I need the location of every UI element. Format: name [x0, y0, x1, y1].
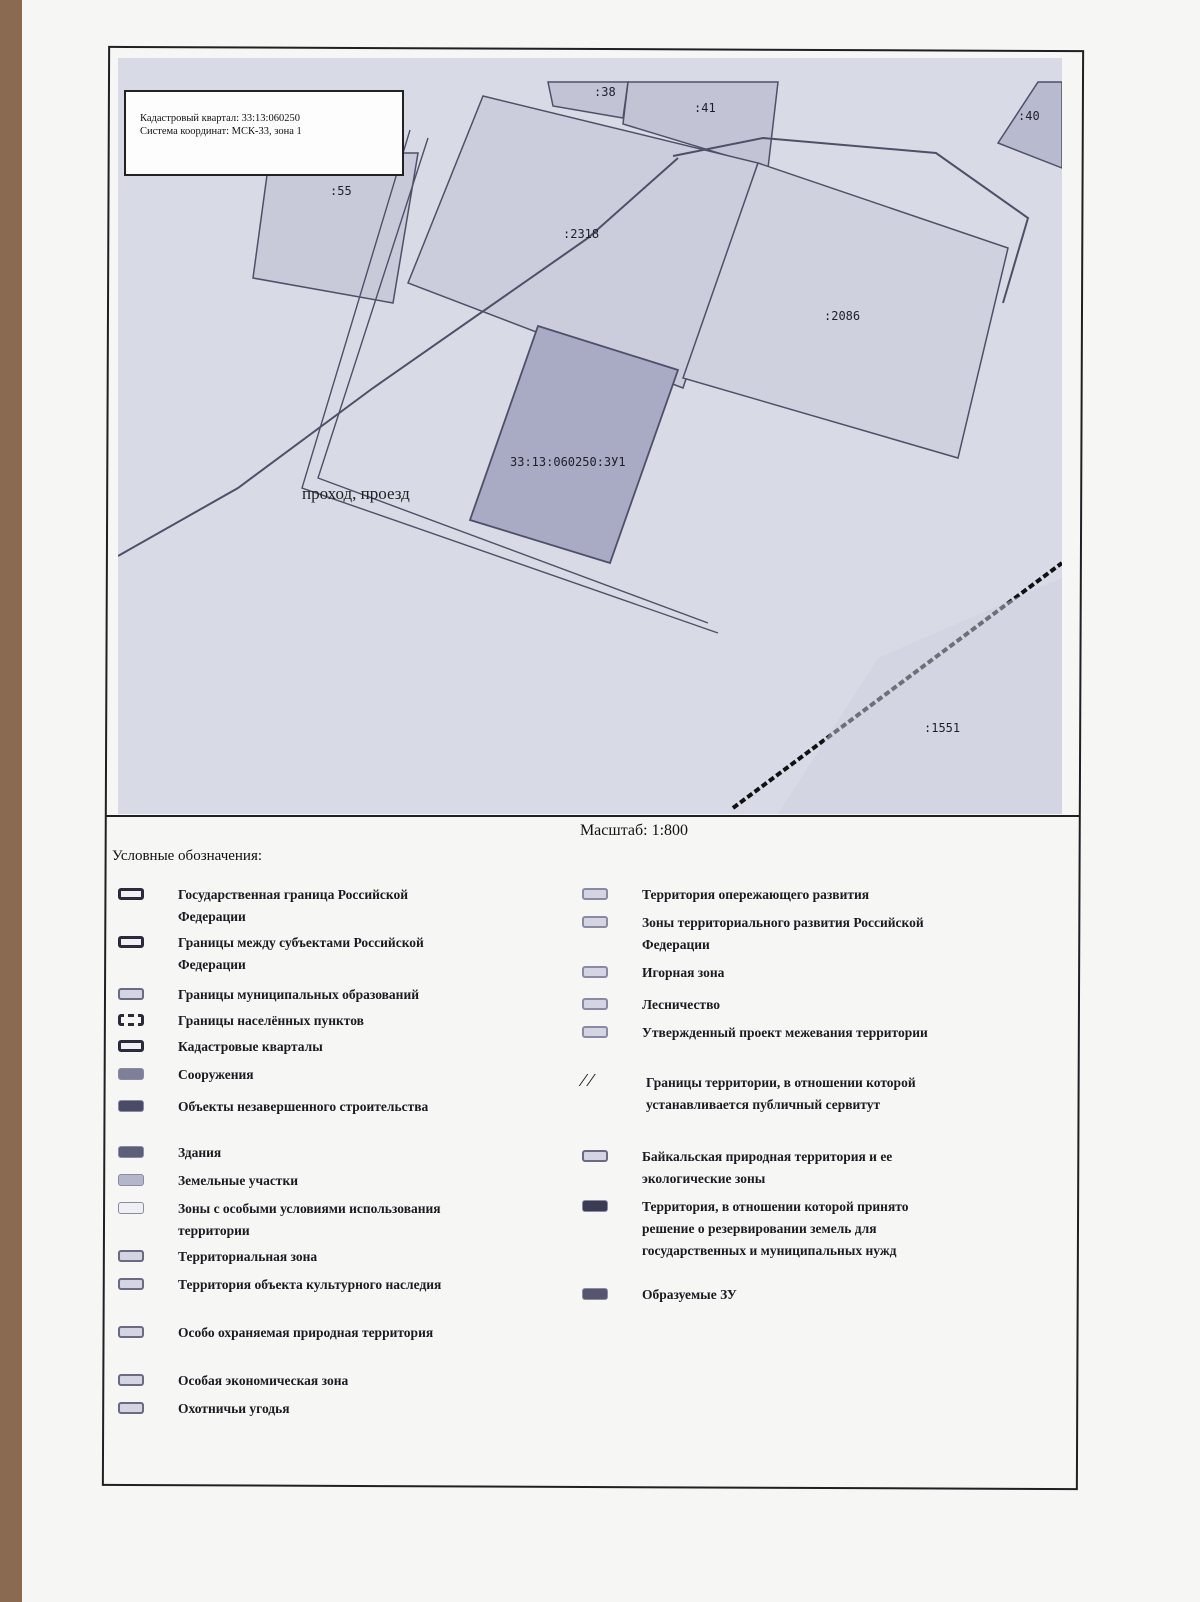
legend-label: Земельные участки — [178, 1173, 298, 1188]
legend-label: Лесничество — [642, 997, 721, 1012]
legend-item — [118, 1398, 478, 1420]
legend-item — [582, 1196, 942, 1262]
legend-item — [118, 1170, 478, 1192]
legend-item — [118, 1274, 478, 1296]
legend-item — [118, 1322, 478, 1344]
legend-swatch-icon — [118, 1202, 144, 1214]
label-parcel-38: :38 — [594, 85, 616, 99]
legend-swatch-icon — [118, 888, 144, 900]
legend-swatch-icon — [118, 1278, 144, 1290]
legend-label: Границы территории, в отношении которой устанавливается публичный сервитут — [646, 1075, 916, 1112]
legend-item — [118, 1142, 478, 1164]
legend-title: Условные обозначения: — [112, 848, 263, 864]
legend-label: Утвержденный проект межевания территории — [642, 1025, 928, 1040]
label-parcel-41: :41 — [694, 101, 716, 115]
legend-label: Территория, в отношении которой принято решение о резервировании земель для государственных и муниципальных нужд — [642, 1199, 909, 1258]
parcel-1551[interactable] — [778, 578, 1062, 814]
legend-label: Образуемые ЗУ — [642, 1287, 737, 1302]
legend-label: Территория опережающего развития — [642, 887, 870, 902]
legend-label: Игорная зона — [642, 965, 725, 980]
legend-label: Территориальная зона — [178, 1249, 318, 1264]
legend-item — [582, 962, 942, 984]
legend-label: Зоны с особыми условиями использования территории — [178, 1201, 441, 1238]
legend-swatch-icon — [118, 1374, 144, 1386]
legend-label: Границы населённых пунктов — [178, 1013, 364, 1028]
legend-swatch-icon — [118, 1402, 144, 1414]
legend-item — [118, 932, 478, 976]
legend-label: Здания — [178, 1145, 222, 1160]
quarter-info-box — [124, 90, 404, 176]
label-parcel-40: :40 — [1018, 109, 1040, 123]
legend-item — [118, 1370, 478, 1392]
legend-item — [582, 1072, 946, 1116]
parcel-zu1[interactable] — [470, 326, 678, 563]
legend-label: Охотничьи угодья — [178, 1401, 290, 1416]
legend-item — [118, 1010, 478, 1032]
legend-item — [582, 912, 942, 956]
legend-swatch-icon — [118, 1250, 144, 1262]
legend-swatch-icon — [582, 1200, 608, 1212]
scale-text — [0, 822, 1178, 840]
legend-swatch-icon — [118, 936, 144, 948]
legend-swatch-icon — [582, 998, 608, 1010]
scale-value: Масштаб: 1:800 — [579, 822, 689, 839]
label-road: проход, проезд — [302, 484, 410, 503]
legend-item — [582, 1146, 942, 1190]
legend-swatch-icon — [118, 1174, 144, 1186]
cadastral-quarter-text: Кадастровый квартал: 33:13:060250 — [140, 113, 300, 124]
legend-swatch-icon — [582, 888, 608, 900]
legend-swatch-icon — [118, 1326, 144, 1338]
legend-item — [118, 1036, 478, 1058]
legend-swatch-icon — [582, 916, 608, 928]
legend-swatch-icon — [118, 1068, 144, 1080]
legend-label: Границы между субъектами Российской Федерации — [178, 935, 424, 972]
label-parcel-2318: :2318 — [563, 227, 600, 241]
legend-item — [118, 1246, 478, 1268]
legend-item — [118, 1096, 478, 1118]
legend-label: Особо охраняемая природная территория — [178, 1325, 434, 1340]
legend-item — [118, 984, 478, 1006]
legend-item — [582, 994, 942, 1016]
legend-item — [118, 884, 478, 928]
legend-item — [582, 1284, 942, 1306]
label-parcel-55: :55 — [330, 184, 352, 198]
legend-item — [582, 1022, 942, 1044]
legend-label: Границы муниципальных образований — [178, 987, 420, 1002]
label-parcel-2086: :2086 — [824, 309, 861, 323]
map-legend-divider — [106, 815, 1080, 817]
legend-swatch-icon — [118, 1100, 144, 1112]
legend-swatch-icon — [118, 1146, 144, 1158]
label-parcel-zu1: 33:13:060250:ЗУ1 — [510, 455, 626, 469]
legend-swatch-icon — [118, 1040, 144, 1052]
coordinate-system-text: Система координат: МСК-33, зона 1 — [140, 126, 302, 137]
legend-item — [118, 1064, 478, 1086]
legend-label: Сооружения — [178, 1067, 254, 1082]
legend-label: Кадастровые кварталы — [178, 1039, 323, 1054]
parcel-38[interactable] — [548, 82, 628, 118]
legend-swatch-icon — [582, 966, 608, 978]
legend-swatch-icon — [118, 988, 144, 1000]
legend-swatch-icon — [582, 1288, 608, 1300]
legend-swatch-icon — [582, 1026, 608, 1038]
legend-swatch-icon — [582, 1150, 608, 1162]
parcel-40[interactable] — [998, 82, 1062, 168]
legend-label: Территория объекта культурного наследия — [178, 1277, 442, 1292]
legend-item — [118, 1198, 478, 1242]
legend-item — [582, 884, 942, 906]
legend-label: Зоны территориального развития Российской Федерации — [642, 915, 924, 952]
legend-label: Государственная граница Российской Федерации — [178, 887, 409, 924]
legend-swatch-icon — [118, 1014, 144, 1026]
legend-swatch-icon: ⁄ ⁄ — [582, 1070, 593, 1090]
label-parcel-1551: :1551 — [924, 721, 961, 735]
legend-label: Особая экономическая зона — [178, 1373, 349, 1388]
legend-label: Объекты незавершенного строительства — [178, 1099, 429, 1114]
legend-label: Байкальская природная территория и ее экологические зоны — [642, 1149, 893, 1186]
